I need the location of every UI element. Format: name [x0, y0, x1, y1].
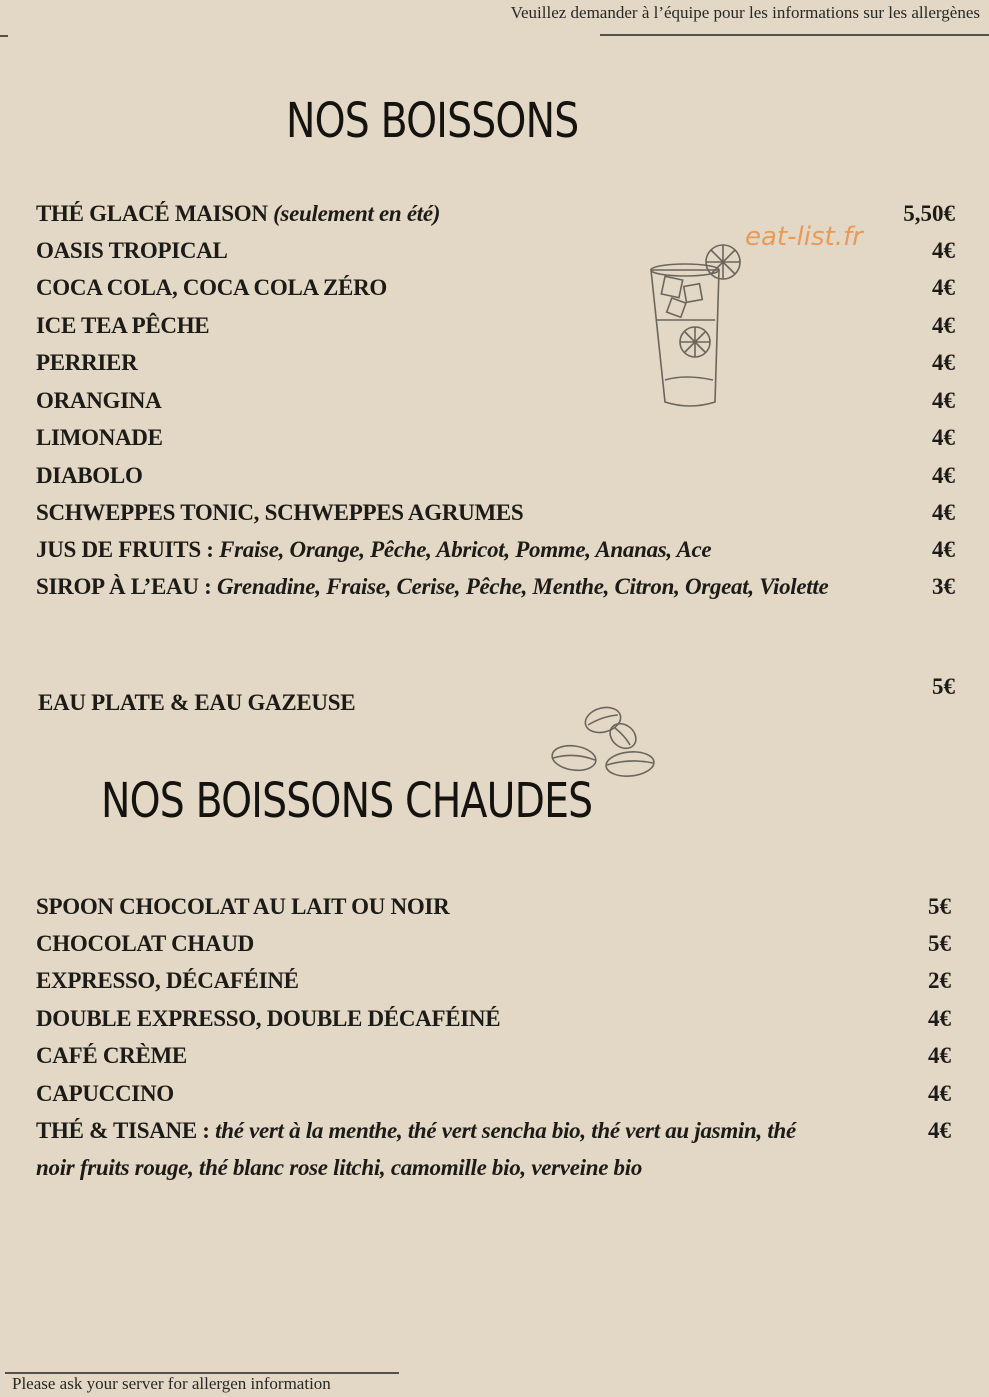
item-name: EXPRESSO, DÉCAFÉINÉ [36, 968, 299, 993]
item-price: 4€ [932, 238, 955, 263]
item-name: SIROP À L’EAU : Grenadine, Fraise, Cerise, Pêche, Menthe, Citron, Orgeat, Violette [36, 574, 829, 599]
item-price: 5€ [932, 674, 955, 699]
item-price: 5,50€ [903, 201, 955, 226]
watermark: eat-list.fr [745, 222, 863, 252]
item-name: PERRIER [36, 350, 138, 375]
menu-item [36, 925, 951, 962]
item-name: CAPUCCINO [36, 1081, 174, 1106]
cold-drinks-title: NOS BOISSONS [286, 93, 579, 149]
item-name: JUS DE FRUITS : Fraise, Orange, Pêche, Abricot, Pomme, Ananas, Ace [36, 537, 712, 562]
menu-item [36, 1075, 951, 1112]
item-price: 4€ [932, 425, 955, 450]
menu-item [36, 494, 955, 531]
item-price: 4€ [928, 1043, 951, 1068]
menu-item [36, 382, 955, 419]
item-price: 5€ [928, 894, 951, 919]
item-name: SCHWEPPES TONIC, SCHWEPPES AGRUMES [36, 500, 524, 525]
menu-item [36, 419, 955, 456]
item-name: ORANGINA [36, 388, 162, 413]
item-name: LIMONADE [36, 425, 163, 450]
header-divider-left [0, 35, 8, 37]
menu-item [36, 232, 955, 269]
menu-item [36, 1000, 951, 1037]
item-detail: thé vert à la menthe, thé vert sencha bio, thé vert au jasmin, thé noir fruits rouge, thé blanc rose litchi, camomille bio, verveine bio [36, 1118, 796, 1180]
allergen-note-french: Veuillez demander à l’équipe pour les informations sur les allergènes [510, 3, 980, 22]
item-name: DIABOLO [36, 463, 143, 488]
item-price: 4€ [928, 1006, 951, 1031]
item-name: COCA COLA, COCA COLA ZÉRO [36, 275, 387, 300]
menu-item [36, 531, 955, 568]
item-name: THÉ & TISANE : thé vert à la menthe, thé vert sencha bio, thé vert au jasmin, thé noir fruits rouge, thé blanc rose litchi, camomille bio, verveine bio [36, 1118, 796, 1180]
item-price: 4€ [928, 1118, 951, 1143]
item-name: CHOCOLAT CHAUD [36, 931, 254, 956]
item-name: DOUBLE EXPRESSO, DOUBLE DÉCAFÉINÉ [36, 1006, 501, 1031]
item-price: 4€ [932, 388, 955, 413]
allergen-note-english: Please ask your server for allergen information [12, 1374, 331, 1393]
item-detail: Grenadine, Fraise, Cerise, Pêche, Menthe, Citron, Orgeat, Violette [216, 574, 829, 599]
menu-item [36, 568, 955, 605]
item-price: 4€ [932, 463, 955, 488]
menu-item [36, 457, 955, 494]
item-name: SPOON CHOCOLAT AU LAIT OU NOIR [36, 894, 450, 919]
item-name: OASIS TROPICAL [36, 238, 228, 263]
item-name: THÉ GLACÉ MAISON (seulement en été) [36, 201, 441, 226]
menu-item [36, 344, 955, 381]
menu-item [36, 269, 955, 306]
menu-item [36, 195, 955, 232]
item-price: 3€ [932, 574, 955, 599]
item-detail: Fraise, Orange, Pêche, Abricot, Pomme, Ananas, Ace [219, 537, 712, 562]
item-price: 4€ [932, 275, 955, 300]
item-price: 4€ [928, 1081, 951, 1106]
hot-drinks-title: NOS BOISSONS CHAUDES [101, 773, 593, 829]
item-name: EAU PLATE & EAU GAZEUSE [38, 690, 356, 715]
item-price: 5€ [928, 931, 951, 956]
item-name: CAFÉ CRÈME [36, 1043, 187, 1068]
menu-item [38, 674, 955, 721]
item-detail: (seulement en été) [273, 201, 441, 226]
menu-item [36, 888, 951, 925]
header-divider [600, 34, 989, 36]
item-price: 4€ [932, 500, 955, 525]
item-name: ICE TEA PÊCHE [36, 313, 210, 338]
item-price: 4€ [932, 313, 955, 338]
item-price: 2€ [928, 968, 951, 993]
menu-item [36, 307, 955, 344]
item-price: 4€ [932, 350, 955, 375]
menu-item [36, 962, 951, 999]
menu-item [36, 1037, 951, 1074]
item-price: 4€ [932, 537, 955, 562]
menu-item [36, 1112, 951, 1186]
